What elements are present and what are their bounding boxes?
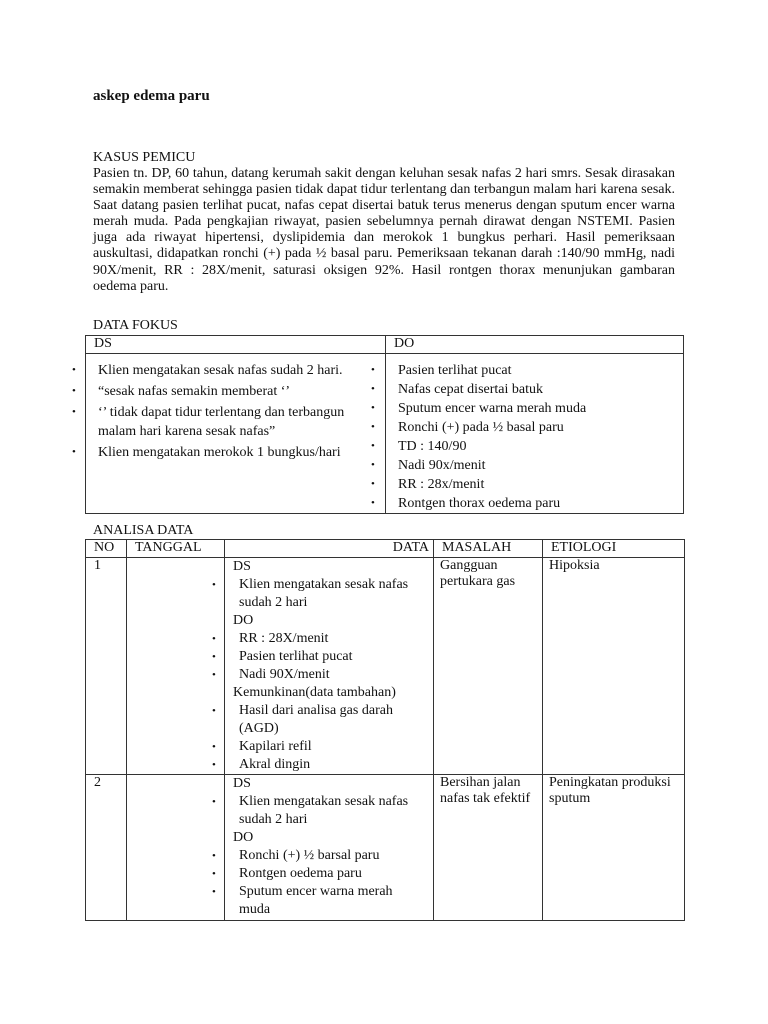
list-item [72,443,385,462]
list-item [371,437,683,456]
list-item-text: Rontgen thorax oedema paru [398,496,561,511]
list-item [212,648,427,666]
col-header-etiologi: ETIOLOGI [543,540,685,558]
bullet-icon: • [212,705,216,717]
cell-data [212,558,434,775]
bullet-icon: • [371,421,375,433]
bullet-icon: • [371,497,375,509]
data-fokus-table [72,335,684,514]
cell-etiologi: Peningkatan produksi sputum [543,775,685,921]
list-item-text: Nadi 90x/menit [398,458,486,473]
list-item [72,382,385,401]
list-item-text: Sputum encer warna merah muda [398,401,587,416]
col-header-no: NO [86,540,127,558]
bullet-icon: • [371,440,375,452]
do-list [212,847,427,919]
list-item [212,738,427,756]
list-item-text: Klien mengatakan merokok 1 bungkus/hari [98,445,341,460]
ds-list [212,793,427,829]
do-list [371,361,683,513]
data-fokus-header-row [86,336,684,354]
cell-masalah: Bersihan jalan nafas tak efektif [434,775,543,921]
bullet-icon: • [212,796,216,808]
list-item [212,576,427,612]
list-item [371,494,683,513]
bullet-icon: • [371,402,375,414]
list-item-text: Nadi 90X/menit [239,667,330,682]
bullet-icon: • [212,579,216,591]
list-item-text: TD : 140/90 [398,439,467,454]
cell-no: 1 [86,558,127,775]
list-item [212,702,427,738]
list-item-text: Ronchi (+) ½ barsal paru [239,848,380,863]
extra-label: Kemunkinan(data tambahan) [233,685,396,700]
bullet-icon: • [212,741,216,753]
list-item-text: RR : 28x/menit [398,477,485,492]
list-item [72,361,385,380]
list-item [371,418,683,437]
bullet-icon: • [212,886,216,898]
bullet-icon: • [212,669,216,681]
list-item-text: “sesak nafas semakin memberat ‘’ [98,384,291,399]
bullet-icon: • [371,383,375,395]
cell-masalah: Gangguan pertukara gas [434,558,543,775]
list-item [212,756,427,774]
list-item-text: ‘’ tidak dapat tidur terlentang dan terbangun malam hari karena sesak nafas” [98,405,345,439]
table-row [86,558,685,775]
bullet-icon: • [212,633,216,645]
bullet-icon: • [371,364,375,376]
list-item [371,399,683,418]
bullet-icon: • [72,446,76,458]
list-item-text: Klien mengatakan sesak nafas sudah 2 hari [239,794,409,827]
list-item-text: Hasil dari analisa gas darah (AGD) [239,703,393,736]
bullet-icon: • [72,406,76,418]
list-item [371,380,683,399]
list-item [212,630,427,648]
col-header-masalah: MASALAH [434,540,543,558]
cell-etiologi: Hipoksia [543,558,685,775]
list-item-text: Sputum encer warna merah muda [239,884,393,917]
ds-label: DS [233,776,251,791]
bullet-icon: • [72,364,76,376]
bullet-icon: • [212,759,216,771]
list-item [212,666,427,684]
cell-data [212,775,434,921]
cell-no: 2 [86,775,127,921]
list-item [212,883,427,919]
list-item [212,847,427,865]
extra-list [212,702,427,774]
list-item-text: Ronchi (+) pada ½ basal paru [398,420,564,435]
kasus-heading: KASUS PEMICU [93,150,196,165]
do-label: DO [233,830,254,845]
list-item [371,361,683,380]
data-fokus-heading: DATA FOKUS [93,318,178,333]
ds-cell [72,354,386,514]
list-item-text: RR : 28X/menit [239,631,329,646]
list-item-text: Pasien terlihat pucat [398,363,512,378]
bullet-icon: • [212,868,216,880]
cell-tanggal [127,775,225,921]
bullet-icon: • [72,385,76,397]
analisa-data-table [85,539,685,921]
list-item-text: Klien mengatakan sesak nafas sudah 2 hari. [98,363,343,378]
table-row [86,775,685,921]
list-item-text: Kapilari refil [239,739,312,754]
list-item-text: Nafas cepat disertai batuk [398,382,543,397]
list-item [72,403,385,441]
do-cell [371,354,684,514]
list-item [371,475,683,494]
list-item-text: Klien mengatakan sesak nafas sudah 2 hari [239,577,409,610]
list-item [212,793,427,829]
list-item-text: Rontgen oedema paru [239,866,362,881]
analisa-data-heading: ANALISA DATA [93,523,194,538]
list-item [212,865,427,883]
col-header-ds: DS [86,336,386,354]
cell-tanggal [127,558,225,775]
data-fokus-body-row [86,354,684,514]
kasus-paragraph: Pasien tn. DP, 60 tahun, datang kerumah sakit dengan keluhan sesak nafas 2 hari smrs. Sesak dirasakan semakin memberat sehingga pasien tidak dapat tidur terlentang dan terbangun malam hari karena sesak. Saat datang pasien terlihat pucat, nafas cepat disertai batuk terus menerus dengan sputum encer warna merah muda. Pada pengkajian riwayat, pasien sebelumnya pernah dirawat dengan NSTEMI. Pasien juga ada riwayat hipertensi, dyslipidemia dan merokok 1 bungkus perhari. Hasil pemeriksaan auskultasi, didapatkan ronchi (+) pada ½ basal paru. Pemeriksaan tekanan darah :140/90 mmHg, nadi 90X/menit, RR : 28X/menit, saturasi oksigen 92%. Hasil rontgen thorax menunjukan gambaran oedema paru. [93,166,675,294]
col-header-tanggal: TANGGAL [127,540,225,558]
bullet-icon: • [212,651,216,663]
bullet-icon: • [371,459,375,471]
col-header-do: DO [386,336,684,354]
bullet-icon: • [371,478,375,490]
document-title: askep edema paru [93,88,210,104]
ds-label: DS [233,559,251,574]
ds-list [72,361,385,462]
do-label: DO [233,613,254,628]
ds-list [212,576,427,612]
analisa-header-row [86,540,685,558]
bullet-icon: • [212,850,216,862]
list-item-text: Akral dingin [239,757,311,772]
col-header-data: DATA [225,540,434,558]
list-item [371,456,683,475]
list-item-text: Pasien terlihat pucat [239,649,353,664]
do-list [212,630,427,684]
